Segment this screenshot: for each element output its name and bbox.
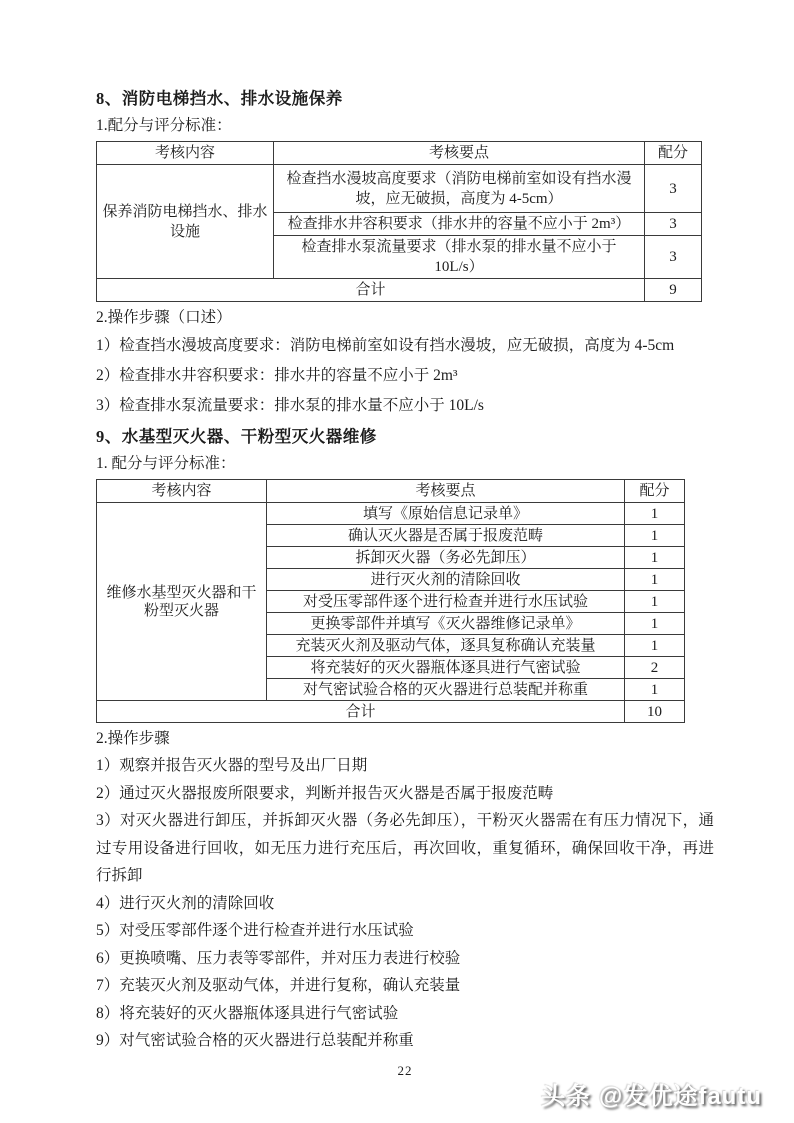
point-cell: 检查挡水漫坡高度要求（消防电梯前室如设有挡水漫坡，应无破损，高度为 4-5cm） bbox=[274, 165, 645, 213]
point-cell: 确认灭火器是否属于报废范畴 bbox=[267, 525, 625, 547]
section-9-scoring-label: 1. 配分与评分标准： bbox=[96, 455, 236, 472]
header-assessment-content: 考核内容 bbox=[97, 480, 267, 503]
content-cell: 维修水基型灭火器和干粉型灭火器 bbox=[97, 503, 267, 701]
operation-step: 6）更换喷嘴、压力表等零部件，并对压力表进行校验 bbox=[96, 949, 461, 967]
operation-step: 9）对气密试验合格的灭火器进行总装配并称重 bbox=[96, 1032, 414, 1049]
header-assessment-content: 考核内容 bbox=[97, 142, 274, 165]
section-8-steps-label: 2.操作步骤（口述） bbox=[96, 309, 232, 326]
score-cell: 1 bbox=[625, 613, 685, 635]
point-cell: 更换零部件并填写《灭火器维修记录单》 bbox=[267, 613, 625, 635]
score-cell: 2 bbox=[625, 657, 685, 679]
operation-step: 2）检查排水井容积要求：排水井的容量不应小于 2m³ bbox=[96, 367, 458, 384]
point-cell: 将充装好的灭火器瓶体逐具进行气密试验 bbox=[267, 657, 625, 679]
table-row bbox=[97, 165, 702, 213]
header-assessment-points: 考核要点 bbox=[267, 480, 625, 503]
section-9 bbox=[96, 426, 714, 1055]
score-cell: 1 bbox=[625, 569, 685, 591]
section-8-title: 8、消防电梯挡水、排水设施保养 bbox=[96, 89, 343, 108]
operation-step: 1）观察并报告灭火器的型号及出厂日期 bbox=[96, 757, 368, 774]
section-9-score-table bbox=[96, 479, 685, 723]
content-cell: 保养消防电梯挡水、排水设施 bbox=[97, 165, 274, 279]
score-cell: 3 bbox=[645, 165, 702, 213]
score-cell: 3 bbox=[645, 213, 702, 236]
operation-step: 3）对灭火器进行卸压，并拆卸灭火器（务必先卸压），干粉灭火器需在有压力情况下，通过专用设备进行回收，如无压力进行充压后，再次回收，重复循环，确保回收干净，再进行拆卸 bbox=[96, 812, 714, 884]
operation-step: 5）对受压零部件逐个进行检查并进行水压试验 bbox=[96, 922, 414, 939]
section-9-steps-label: 2.操作步骤 bbox=[96, 730, 170, 747]
section-9-title: 9、水基型灭火器、干粉型灭火器维修 bbox=[96, 427, 377, 446]
section-8-score-table bbox=[96, 141, 702, 302]
score-cell: 3 bbox=[645, 236, 702, 279]
section-8-scoring-label: 1.配分与评分标准： bbox=[96, 117, 232, 134]
operation-step: 3）检查排水泵流量要求：排水泵的排水量不应小于 10L/s bbox=[96, 397, 484, 414]
table-header-row bbox=[97, 142, 702, 165]
header-score: 配分 bbox=[625, 480, 685, 503]
score-cell: 1 bbox=[625, 503, 685, 525]
score-cell: 1 bbox=[625, 547, 685, 569]
operation-step: 1）检查挡水漫坡高度要求：消防电梯前室如设有挡水漫坡，应无破损，高度为 4-5cm bbox=[96, 337, 675, 354]
header-score: 配分 bbox=[645, 142, 702, 165]
header-assessment-points: 考核要点 bbox=[274, 142, 645, 165]
point-cell: 检查排水泵流量要求（排水泵的排水量不应小于 10L/s） bbox=[274, 236, 645, 279]
operation-step: 4）进行灭火剂的清除回收 bbox=[96, 894, 275, 912]
point-cell: 检查排水井容积要求（排水井的容量不应小于 2m³） bbox=[274, 213, 645, 236]
point-cell: 对受压零部件逐个进行检查并进行水压试验 bbox=[267, 591, 625, 613]
score-cell: 1 bbox=[625, 525, 685, 547]
point-cell: 进行灭火剂的清除回收 bbox=[267, 569, 625, 591]
total-score-cell: 10 bbox=[625, 701, 685, 723]
score-cell: 1 bbox=[625, 679, 685, 701]
table-total-row bbox=[97, 279, 702, 302]
operation-step: 7）充装灭火剂及驱动气体，并进行复称，确认充装量 bbox=[96, 977, 461, 994]
score-cell: 1 bbox=[625, 635, 685, 657]
point-cell: 充装灭火剂及驱动气体，逐具复称确认充装量 bbox=[267, 635, 625, 657]
point-cell: 对气密试验合格的灭火器进行总装配并称重 bbox=[267, 679, 625, 701]
operation-step: 8）将充装好的灭火器瓶体逐具进行气密试验 bbox=[96, 1004, 399, 1022]
total-label-cell: 合计 bbox=[97, 279, 645, 302]
table-total-row bbox=[97, 701, 685, 723]
total-label-cell: 合计 bbox=[97, 701, 625, 723]
total-score-cell: 9 bbox=[645, 279, 702, 302]
operation-step: 2）通过灭火器报废所限要求，判断并报告灭火器是否属于报废范畴 bbox=[96, 784, 554, 802]
table-header-row bbox=[97, 480, 685, 503]
score-cell: 1 bbox=[625, 591, 685, 613]
point-cell: 拆卸灭火器（务必先卸压） bbox=[267, 547, 625, 569]
page-number: 22 bbox=[397, 1062, 413, 1078]
watermark: 头条 @发优途fautu bbox=[541, 1083, 762, 1110]
table-row bbox=[97, 503, 685, 525]
point-cell: 填写《原始信息记录单》 bbox=[267, 503, 625, 525]
section-8 bbox=[96, 88, 714, 421]
